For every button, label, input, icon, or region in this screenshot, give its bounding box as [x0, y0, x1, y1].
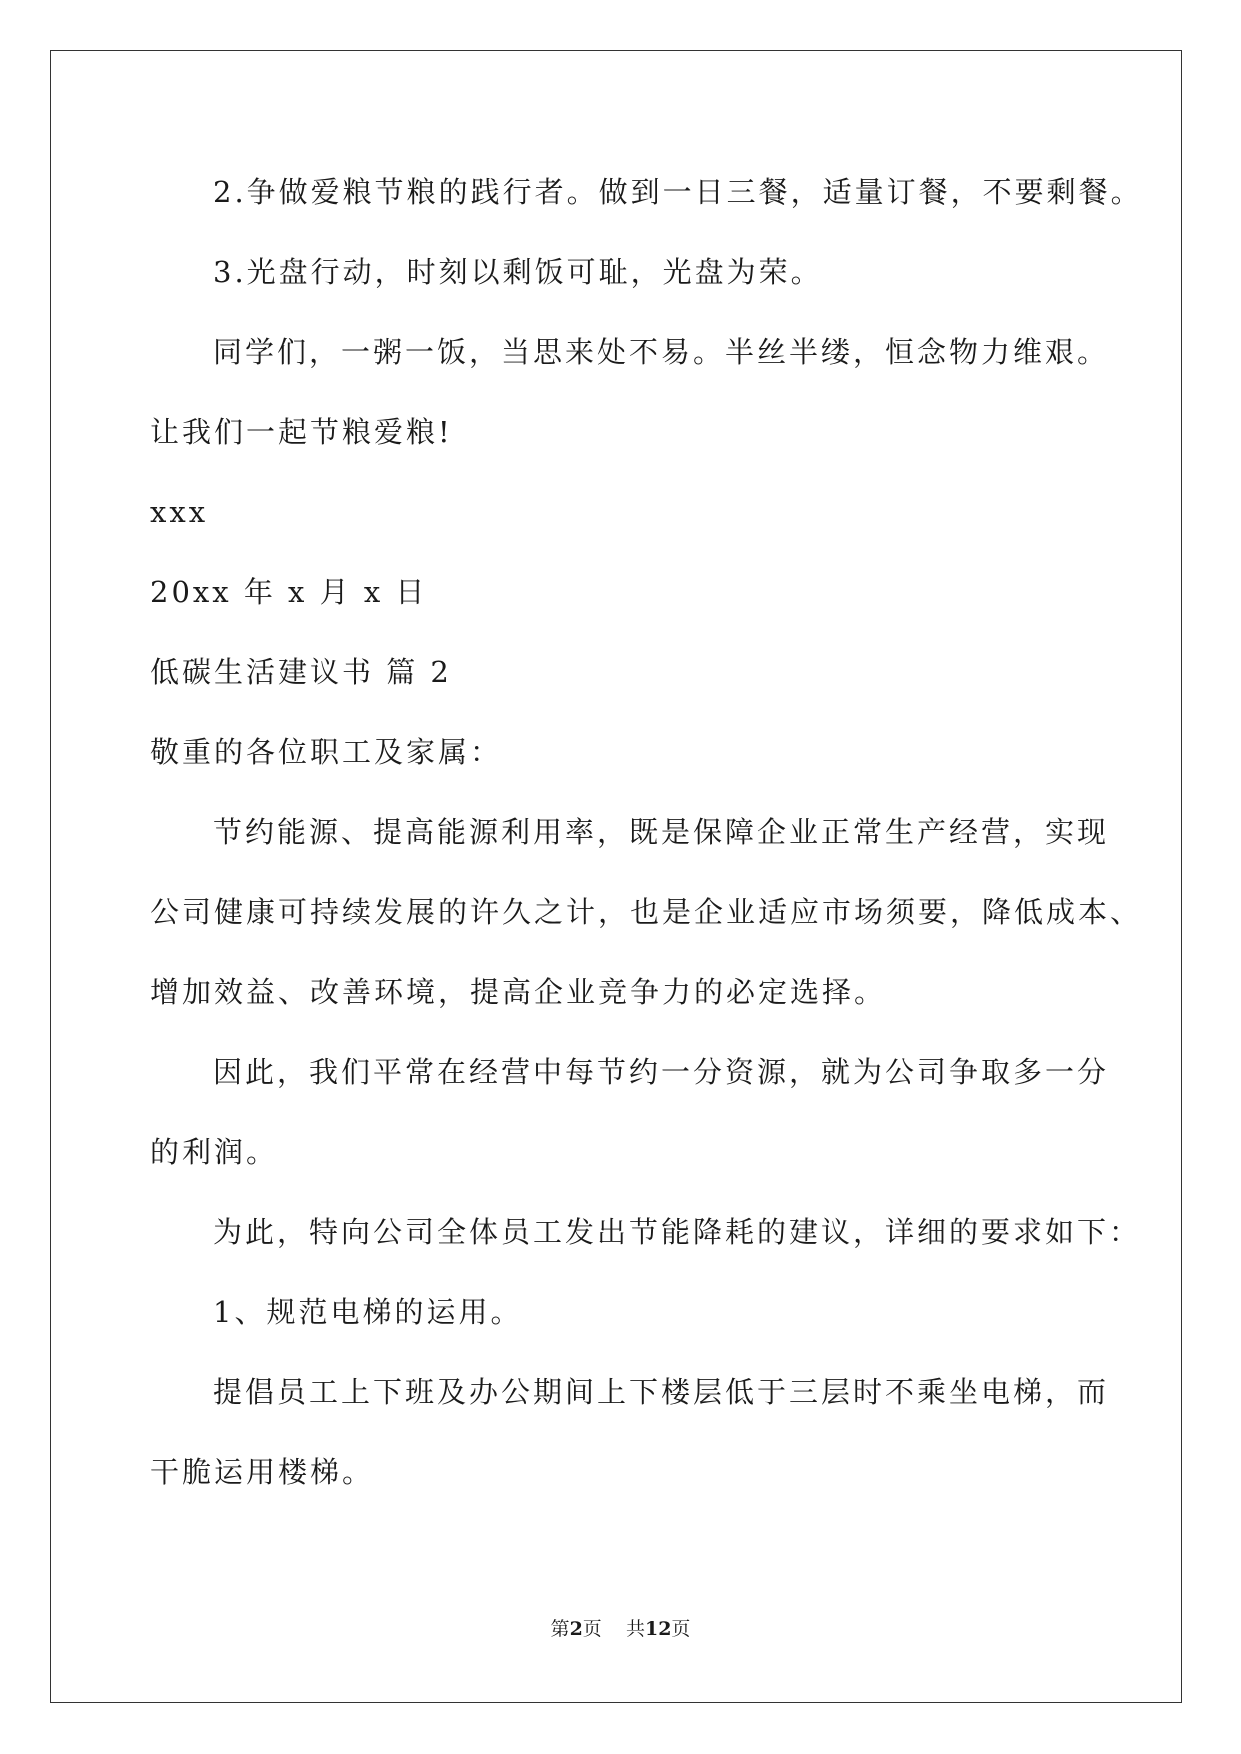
page-mid: 页 共 — [582, 1618, 645, 1640]
page-footer — [0, 1617, 1241, 1641]
paragraph-line: 提倡员工上下班及办公期间上下楼层低于三层时不乘坐电梯，而 — [213, 1375, 1110, 1409]
paragraph-line: 让我们一起节粮爱粮! — [150, 415, 453, 449]
paragraph-line: 干脆运用楼梯。 — [150, 1455, 375, 1489]
page-suffix: 页 — [671, 1618, 691, 1640]
total-pages-number: 12 — [644, 1618, 672, 1640]
paragraph-line: 2.争做爱粮节粮的践行者。做到一日三餐，适量订餐，不要剩餐。 — [213, 175, 1143, 209]
paragraph-line: 因此，我们平常在经营中每节约一分资源，就为公司争取多一分 — [213, 1055, 1110, 1089]
paragraph-line: 节约能源、提高能源利用率，既是保障企业正常生产经营，实现 — [213, 815, 1110, 849]
paragraph-line: 的利润。 — [150, 1135, 279, 1169]
list-item: 1、规范电梯的运用。 — [213, 1295, 523, 1329]
date-line: 20xx 年 x 月 x 日 — [150, 575, 428, 609]
current-page-number: 2 — [569, 1618, 583, 1640]
paragraph-line: 为此，特向公司全体员工发出节能降耗的建议，详细的要求如下： — [213, 1215, 1142, 1249]
signature-line: xxx — [150, 495, 209, 529]
section-heading: 低碳生活建议书 篇 2 — [150, 655, 452, 689]
paragraph-line: 公司健康可持续发展的许久之计，也是企业适应市场须要，降低成本、 — [150, 895, 1143, 929]
paragraph-line: 同学们，一粥一饭，当思来处不易。半丝半缕，恒念物力维艰。 — [213, 335, 1110, 369]
paragraph-line: 增加效益、改善环境，提高企业竞争力的必定选择。 — [150, 975, 887, 1009]
paragraph-line: 3.光盘行动，时刻以剩饭可耻，光盘为荣。 — [213, 255, 823, 289]
salutation-line: 敬重的各位职工及家属： — [150, 735, 503, 769]
page-prefix: 第 — [550, 1618, 570, 1640]
